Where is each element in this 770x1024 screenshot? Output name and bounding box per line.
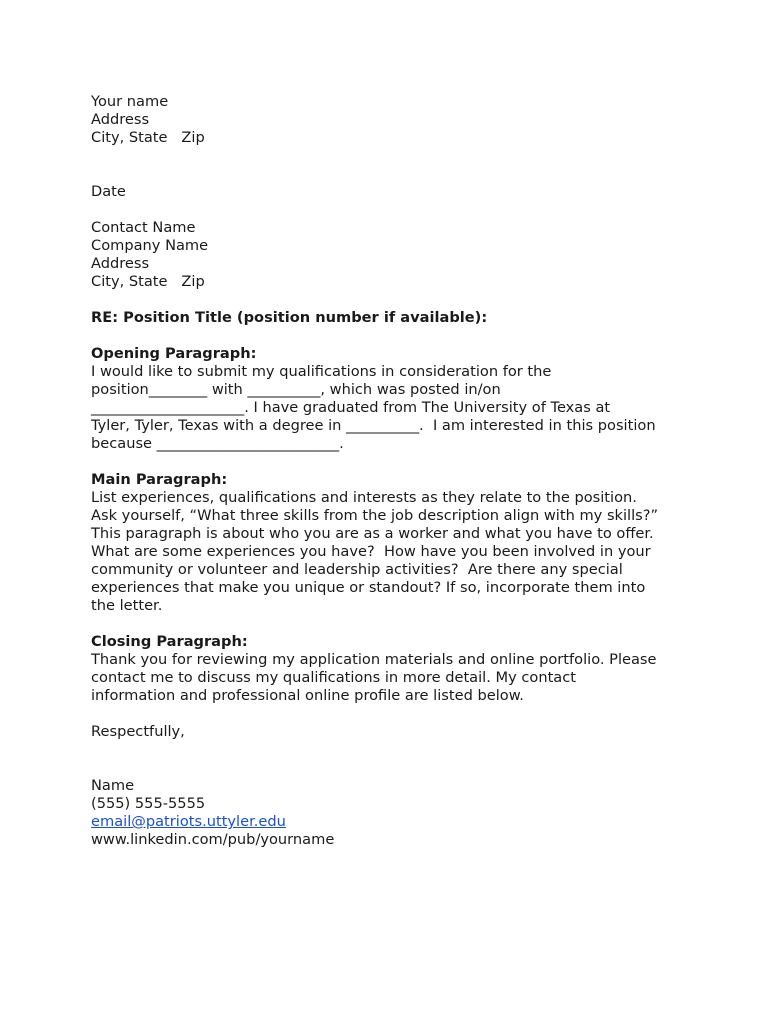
closing-heading: Closing Paragraph: xyxy=(91,633,248,650)
sign-off: Respectfully, xyxy=(91,723,185,740)
closing-line: information and professional online profile are listed below. xyxy=(91,687,524,704)
recipient-block xyxy=(91,219,731,291)
spacer xyxy=(91,615,731,633)
recipient-contact-name: Contact Name xyxy=(91,219,196,236)
opening-line: I would like to submit my qualifications in consideration for the xyxy=(91,363,552,380)
closing-line: contact me to discuss my qualifications in more detail. My contact xyxy=(91,669,576,686)
signature-block xyxy=(91,777,731,849)
sender-block xyxy=(91,93,731,147)
closing-line: Thank you for reviewing my application materials and online portfolio. Please xyxy=(91,651,657,668)
sender-address: Address xyxy=(91,111,150,128)
main-line: experiences that make you unique or standout? If so, incorporate them into xyxy=(91,579,646,596)
spacer xyxy=(91,453,731,471)
opening-line: position________ with __________, which was posted in/on xyxy=(91,381,501,398)
spacer xyxy=(91,291,731,309)
signature-email-link[interactable]: email@patriots.uttyler.edu xyxy=(91,813,286,830)
signature-linkedin: www.linkedin.com/pub/yourname xyxy=(91,831,335,848)
recipient-address: Address xyxy=(91,255,150,272)
spacer xyxy=(91,741,731,777)
opening-heading: Opening Paragraph: xyxy=(91,345,257,362)
opening-line: _____________________. I have graduated from The University of Texas at xyxy=(91,399,611,416)
re-line: RE: Position Title (position number if available): xyxy=(91,309,488,326)
opening-line: because _________________________. xyxy=(91,435,344,452)
main-line: This paragraph is about who you are as a worker and what you have to offer. xyxy=(91,525,654,542)
signature-name: Name xyxy=(91,777,135,794)
letter-date: Date xyxy=(91,183,126,200)
recipient-company-name: Company Name xyxy=(91,237,209,254)
main-paragraph xyxy=(91,471,731,615)
main-line: the letter. xyxy=(91,597,163,614)
sender-city-state-zip: City, State Zip xyxy=(91,129,205,146)
spacer xyxy=(91,201,731,219)
spacer xyxy=(91,705,731,723)
spacer xyxy=(91,147,731,183)
main-line: List experiences, qualifications and interests as they relate to the position. xyxy=(91,489,637,506)
opening-paragraph xyxy=(91,345,731,453)
sender-name: Your name xyxy=(91,93,169,110)
main-heading: Main Paragraph: xyxy=(91,471,228,488)
main-line: What are some experiences you have? How have you been involved in your xyxy=(91,543,651,560)
main-line: Ask yourself, “What three skills from the job description align with my skills?” xyxy=(91,507,659,524)
opening-line: Tyler, Tyler, Texas with a degree in __________. I am interested in this position xyxy=(91,417,656,434)
signature-phone: (555) 555-5555 xyxy=(91,795,206,812)
closing-paragraph xyxy=(91,633,731,705)
cover-letter-document xyxy=(91,93,731,849)
recipient-city-state-zip: City, State Zip xyxy=(91,273,205,290)
spacer xyxy=(91,327,731,345)
main-line: community or volunteer and leadership activities? Are there any special xyxy=(91,561,623,578)
